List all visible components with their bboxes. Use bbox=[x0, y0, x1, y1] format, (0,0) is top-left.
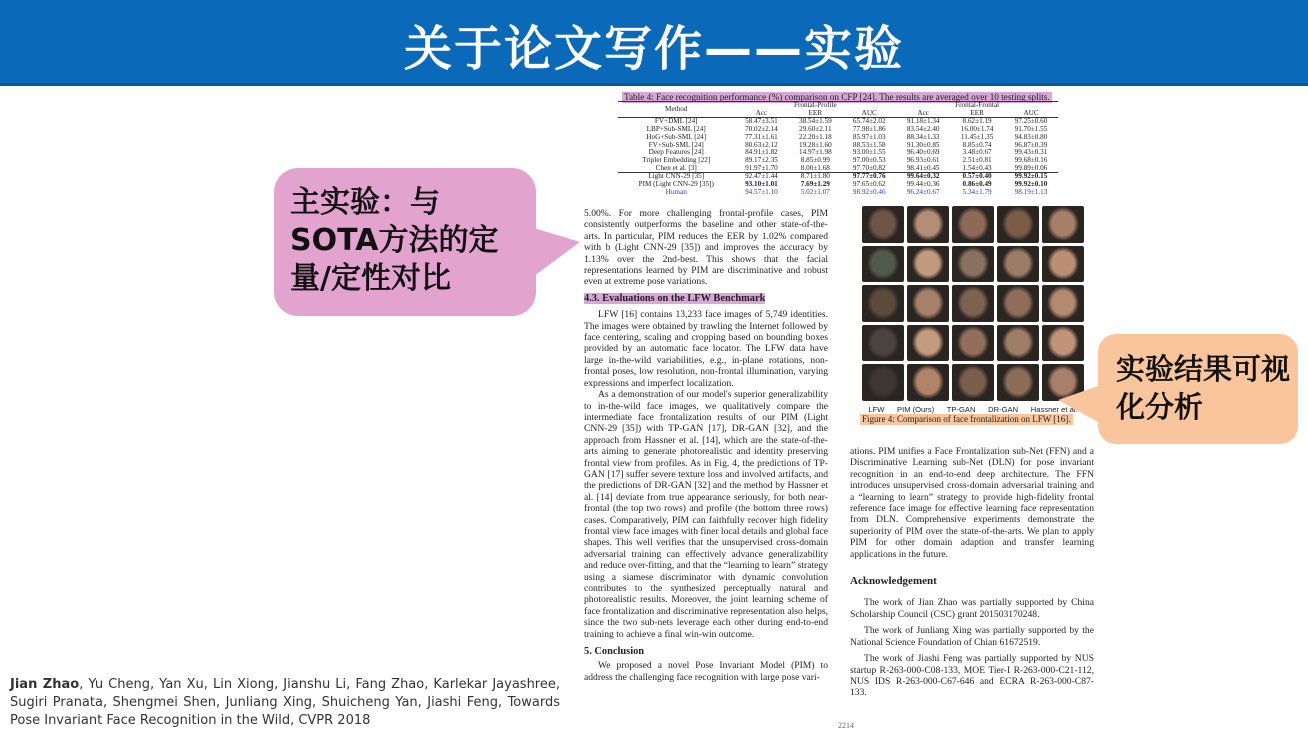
table-cell-value: 11.45±1.35 bbox=[960, 132, 994, 141]
paragraph: We proposed a novel Pose Invariant Model (PIM) to address the challenging face recognition with large pose vari- bbox=[584, 660, 828, 683]
paper-page bbox=[578, 88, 1104, 734]
section-heading-5: 5. Conclusion bbox=[584, 646, 645, 658]
table-cell-value: 88.34±1.33 bbox=[906, 132, 940, 141]
reference-first-author: Jian Zhao bbox=[10, 677, 80, 692]
table-cell-value: 99.92±0.10 bbox=[1014, 180, 1048, 189]
table-cell-method: LBP+Sub-SML [24] bbox=[646, 125, 706, 134]
left-column bbox=[584, 208, 828, 683]
callout-text: 主实验：与SOTA方法的定量/定性对比 bbox=[290, 185, 499, 296]
table-cell-value: 98.19±1.13 bbox=[1014, 187, 1048, 196]
banner-divider bbox=[0, 83, 1308, 86]
table-header-method: Method bbox=[618, 102, 734, 118]
table-cell-value: 85.97±1.03 bbox=[852, 132, 886, 141]
callout-text: 实验结果可视化分析 bbox=[1116, 352, 1291, 424]
reference-rest: , Yu Cheng, Yan Xu, Lin Xiong, Jianshu Li, Fang Zhao, Karlekar Jayashree, Sugiri Pranata, Shengmei Shen, Junliang Xing, Shuicheng Yan, Jiashi Feng, Towards Pose Invariant Face Recognition in the Wild, CVPR 2018 bbox=[10, 677, 560, 728]
table-cell-value: 91.70±1.55 bbox=[1014, 125, 1048, 134]
face-thumbnail bbox=[952, 206, 994, 243]
table-cell-method: Light CNN-29 [35] bbox=[618, 173, 734, 181]
paper-reference bbox=[10, 676, 560, 730]
table-cell-value: 91.18±1.34 bbox=[896, 118, 950, 126]
face-thumbnail bbox=[1042, 246, 1084, 283]
table-row bbox=[618, 189, 1058, 197]
table-cell-value: 99.68±0.16 bbox=[1014, 155, 1048, 164]
table-subheader: EER bbox=[970, 108, 984, 117]
table-cell-value: 80.63±2.12 bbox=[745, 140, 778, 149]
table-cell-value: 93.10±1.01 bbox=[745, 180, 778, 189]
face-thumbnail bbox=[907, 364, 949, 401]
face-thumbnail bbox=[862, 364, 904, 401]
table-subheader: Acc bbox=[755, 108, 768, 117]
face-thumbnail bbox=[1042, 285, 1084, 322]
table-cell-value: 7.69±1.29 bbox=[800, 180, 830, 189]
table-cell-value: 98.41±0.45 bbox=[906, 163, 940, 172]
table-cell-value: 83.54±2.40 bbox=[906, 125, 940, 134]
face-thumbnail bbox=[997, 206, 1039, 243]
table-cell-value: 94.83±0.80 bbox=[1014, 132, 1048, 141]
table-cell-value: 8.85±0.99 bbox=[800, 155, 830, 164]
table-cell-value: 98.92±0.46 bbox=[852, 187, 886, 196]
table-cell-value: 89.17±2.35 bbox=[745, 155, 778, 164]
table-cell-method: HoG+Sub-SML [24] bbox=[646, 132, 707, 141]
results-table-body bbox=[618, 118, 1058, 197]
section-heading-4-3: 4.3. Evaluations on the LFW Benchmark bbox=[584, 292, 766, 304]
table-cell-value: 38.54±1.59 bbox=[788, 118, 842, 126]
table-cell-value: 88.53±1.58 bbox=[852, 140, 886, 149]
table-cell-value: 92.47±1.44 bbox=[734, 173, 788, 181]
figure-4-caption: Figure 4: Comparison of face frontalization on LFW [16]. bbox=[862, 414, 1071, 424]
table-cell-value: 8.00±1.68 bbox=[800, 163, 830, 172]
table-cell-value: 84.91±1.82 bbox=[745, 148, 778, 157]
visualization-callout bbox=[1098, 334, 1298, 444]
face-label: DR-GAN bbox=[988, 405, 1019, 414]
table-cell-value: 1.54±0.43 bbox=[962, 163, 992, 172]
face-thumbnail bbox=[907, 206, 949, 243]
paragraph: ations. PIM unifies a Face Frontalization sub-Net (FFN) and a Discriminative Learning sub-Net (DLN) for pose invariant recognition in an end-to-end deep architecture. The FFN introduces unsupervised cross-domain adversarial training and a “learning to learn” strategy to provide high-fidelity frontal reference face image for effective learning face representation from DLN. Comprehensive experiments demonstrate the superiority of PIM over the state-of-the-arts. We plan to apply PIM for other domain adaption and transfer learning applications in the future. bbox=[850, 446, 1094, 560]
table-cell-value: 19.28±1.60 bbox=[798, 140, 832, 149]
face-thumbnail bbox=[997, 364, 1039, 401]
table-cell-value: 99.92±0.15 bbox=[1004, 173, 1058, 181]
face-thumbnail bbox=[952, 246, 994, 283]
face-thumbnail bbox=[862, 285, 904, 322]
face-thumbnail bbox=[952, 325, 994, 362]
table-subheader: Acc bbox=[917, 108, 929, 117]
table-cell-value: 99.43±0.31 bbox=[1014, 148, 1048, 157]
paragraph: 5.00%. For more challenging frontal-profile cases, PIM consistently outperforms the baseline and other state-of-the-arts. In particular, PIM reduces the EER by 1.02% compared with b (Light CNN-29 [35]) and improves the accuracy by 1.13% over the 2nd-best. This shows that the facial representations learned by PIM are discriminative and robust even at extreme pose variations. bbox=[584, 208, 828, 288]
table-header-frontal-profile: Frontal-Profile bbox=[734, 102, 896, 110]
table-cell-value: 97.77±0.76 bbox=[842, 173, 896, 181]
acknowledgement-item: The work of Jian Zhao was partially supported by China Scholarship Council (CSC) grant 201503170248. bbox=[850, 597, 1094, 620]
table-subheader: EER bbox=[808, 108, 823, 117]
table-caption: Table 4: Face recognition performance (%) comparison on CFP [24]. The results are averaged over 10 testing splits. bbox=[624, 92, 1050, 102]
table-cell-value: 0.57±0.40 bbox=[950, 173, 1004, 181]
face-thumbnail bbox=[997, 325, 1039, 362]
table-cell-value: 65.74±2.02 bbox=[842, 118, 896, 126]
face-thumbnail bbox=[952, 364, 994, 401]
table-cell-value: 91.30±0.85 bbox=[906, 140, 940, 149]
face-thumbnail bbox=[997, 246, 1039, 283]
table-cell-value: 97.25±0.60 bbox=[1004, 118, 1058, 126]
face-thumbnail bbox=[907, 246, 949, 283]
table-cell-value: 58.47±3.51 bbox=[734, 118, 788, 126]
face-thumbnail bbox=[1042, 325, 1084, 362]
table-cell-value: 5.02±1.07 bbox=[800, 187, 830, 196]
table-cell-method: Deep Features [24] bbox=[648, 148, 704, 157]
table-cell-method: FV+DML [24] bbox=[618, 118, 734, 126]
acknowledgement-item: The work of Jiashi Feng was partially supported by NUS startup R-263-000-C08-133, MOE Tier-I R-263-000-C21-112, NUS IDS R-263-000-C67-646 and ECRA R-263-000-C87-133. bbox=[850, 653, 1094, 699]
slide-title: 关于论文写作——实验 bbox=[403, 21, 904, 77]
table-cell-value: 96.93±0.61 bbox=[906, 155, 940, 164]
paragraph: As a demonstration of our model's superior generalizability to in-the-wild face images, we qualitatively compare the intermediate face frontalization results of our PIM (Light CNN-29 [35]) with TP-GAN [17], DR-GAN [32], and the approach from Hassner et al. [14], which are the state-of-the-arts aiming to generate photorealistic and identity preserving frontal view from profiles. As in Fig. 4, the predictions of TP-GAN [17] suffer severe texture loss and involved artifacts, and the predictions of DR-GAN [32] and the method by Hassner et al. [14] deviate from true appearance seriously, for both near-frontal (the top two rows) and profile (the bottom three rows) cases. Comparatively, PIM can faithfully recover high fidelity frontal view face images with finer local details and global face shapes. This well verifies that the unsupervised cross-domain adversarial training can effectively advance generalizability and reduce over-fitting, and that the “learning to learn” strategy using a siamese discriminator with dynamic convolution contributes to the synthesized perceptually natural and photorealistic results. Moreover, the joint learning scheme of face frontalization and discriminative representation also helps, since the two sub-nets leverage each other during end-to-end training to achieve a final win-win outcome. bbox=[584, 389, 829, 640]
table-cell-method: PIM (Light CNN-29 [35]) bbox=[638, 180, 714, 189]
table-cell-value: 94.57±1.10 bbox=[745, 187, 778, 196]
table-cell-value: 96.87±0.39 bbox=[1014, 140, 1048, 149]
table-cell-value: 2.51±0.81 bbox=[962, 155, 992, 164]
face-label: TP-GAN bbox=[946, 405, 976, 414]
table-cell-value: 77.31±1.61 bbox=[745, 132, 778, 141]
table-cell-value: 96.24±0.67 bbox=[906, 187, 940, 196]
table-cell-value: 99.44±0.36 bbox=[906, 180, 940, 189]
page-number: 2214 bbox=[838, 721, 854, 730]
table-header-frontal-frontal: Frontal-Frontal bbox=[896, 102, 1058, 110]
table-cell-value: 16.00±1.74 bbox=[960, 125, 994, 134]
face-thumbnail bbox=[862, 246, 904, 283]
table-cell-value: 22.20±1.18 bbox=[798, 132, 832, 141]
face-thumbnail bbox=[1042, 206, 1084, 243]
table-cell-value: 93.00±1.55 bbox=[852, 148, 886, 157]
table-cell-method: Triplet Embedding [22] bbox=[642, 155, 711, 164]
table-cell-value: 99.89±0.06 bbox=[1014, 163, 1048, 172]
acknowledgement-item: The work of Junliang Xing was partially supported by the National Science Foundation of Chian 61672519. bbox=[850, 625, 1094, 648]
main-experiment-callout bbox=[274, 168, 536, 316]
table-cell-value: 97.00±0.53 bbox=[852, 155, 886, 164]
paragraph: LFW [16] contains 13,233 face images of 5,749 identities. The images were obtained by trawling the Internet followed by face centering, scaling and cropping based on bounding boxes provided by an automatic face locator. The LFW data have large in-the-wild variabilities, e.g., in-plane rotations, non-frontal poses, low resolution, non-frontal illumination, varying expressions and imperfect localization. bbox=[584, 309, 828, 389]
results-table bbox=[618, 101, 1058, 196]
table-cell-method: Human bbox=[665, 187, 687, 196]
table-cell-value: 8.85±0.74 bbox=[962, 140, 992, 149]
face-label: PIM (Ours) bbox=[897, 405, 935, 414]
face-thumbnail bbox=[907, 285, 949, 322]
table-cell-value: 8.71±1.80 bbox=[788, 173, 842, 181]
table-cell-value: 3.48±0.67 bbox=[962, 148, 992, 157]
face-comparison-grid bbox=[862, 206, 1084, 401]
table-cell-value: 70.02±2.14 bbox=[745, 125, 778, 134]
title-banner bbox=[0, 0, 1308, 86]
right-column bbox=[850, 446, 1094, 699]
table-cell-value: 91.97±1.70 bbox=[745, 163, 778, 172]
face-thumbnail bbox=[952, 285, 994, 322]
table-cell-value: 97.65±0.62 bbox=[852, 180, 886, 189]
table-cell-value: 77.98±1.86 bbox=[852, 125, 886, 134]
table-cell-method: FV+Sub-SML [24] bbox=[648, 140, 704, 149]
face-thumbnail bbox=[862, 325, 904, 362]
face-label: Hassner et al. bbox=[1030, 405, 1078, 414]
table-cell-value: 29.60±2.11 bbox=[799, 125, 832, 134]
callout-pointer bbox=[1058, 386, 1098, 422]
table-cell-value: 8.62±1.19 bbox=[950, 118, 1004, 126]
table-cell-method: Chen et al. [3] bbox=[655, 163, 697, 172]
table-cell-value: 97.70±0.82 bbox=[852, 163, 886, 172]
acknowledgement-heading: Acknowledgement bbox=[850, 575, 937, 588]
table-subheader: AUC bbox=[861, 108, 877, 117]
table-cell-value: 99.64±0.32 bbox=[896, 173, 950, 181]
face-thumbnail bbox=[862, 206, 904, 243]
face-label: LFW bbox=[868, 405, 885, 414]
table-cell-value: 96.40±0.69 bbox=[906, 148, 940, 157]
table-cell-value: 14.97±1.98 bbox=[798, 148, 832, 157]
face-thumbnail bbox=[997, 285, 1039, 322]
table-subheader: AUC bbox=[1023, 108, 1039, 117]
table-cell-value: 5.34±1.79 bbox=[962, 187, 992, 196]
callout-pointer bbox=[534, 228, 580, 276]
table-cell-value: 0.86±0.49 bbox=[962, 180, 992, 189]
face-thumbnail bbox=[907, 325, 949, 362]
